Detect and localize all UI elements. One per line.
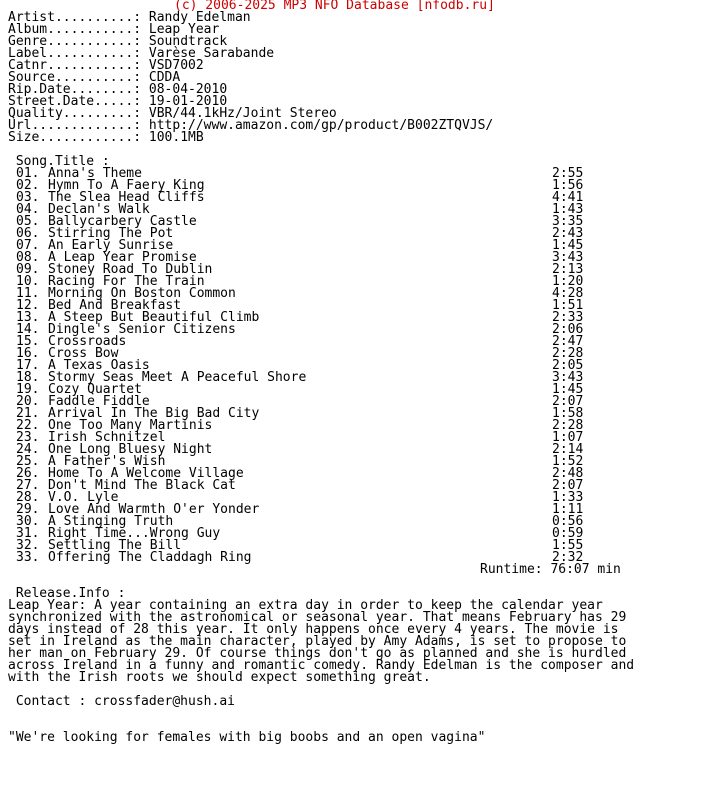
track-title: V.O. Lyle [48,490,119,505]
track-duration: 0:59 [552,526,584,541]
info-label: Url.............: [8,118,142,133]
track-title: Right Time...Wrong Guy [48,526,221,541]
track-duration: 2:33 [552,310,584,325]
track-title: A Leap Year Promise [48,250,197,265]
track-duration: 2:13 [552,262,584,277]
info-label: Catnr...........: [8,58,142,73]
site-banner[interactable]: (c) 2006-2025 MP3 NFO Database [nfodb.ru] [174,0,495,13]
info-label: Label...........: [8,46,142,61]
track-duration: 2:28 [552,418,584,433]
track-title: Faddle Fiddle [48,394,150,409]
song-title-header: Song.Title : [8,154,110,169]
release-text-line: Leap Year: A year containing an extra day in order to keep the calendar year [8,598,603,613]
track-number: 30. [16,514,40,529]
track-number: 26. [16,466,40,481]
track-number: 01. [16,166,40,181]
track-duration: 2:14 [552,442,584,457]
track-number: 02. [16,178,40,193]
track-number: 23. [16,430,40,445]
track-number: 12. [16,298,40,313]
track-number: 28. [16,490,40,505]
info-value: VBR/44.1kHz/Joint Stereo [148,106,337,121]
track-number: 29. [16,502,40,517]
track-title: Offering The Claddagh Ring [48,550,252,565]
info-value: Leap Year [148,22,220,37]
closing-quote: "We're looking for females with big boobs and an open vagina" [8,730,486,745]
info-label: Album...........: [8,22,142,37]
track-duration: 3:43 [552,250,584,265]
track-title: Irish Schnitzel [48,430,166,445]
track-title: A Steep But Beautiful Climb [48,310,260,325]
track-title: Ballycarbery Castle [48,214,197,229]
info-label: Size............: [8,130,142,145]
track-number: 03. [16,190,40,205]
track-duration: 1:56 [552,178,584,193]
track-duration: 1:45 [552,238,584,253]
track-title: Arrival In The Big Bad City [48,406,260,421]
track-duration: 2:55 [552,166,584,181]
release-info-header: Release.Info : [8,586,126,601]
track-number: 04. [16,202,40,217]
track-title: Dingle's Senior Citizens [48,322,236,337]
track-title: A Stinging Truth [48,514,174,529]
track-title: A Texas Oasis [48,358,150,373]
info-label: Street.Date.....: [8,94,142,109]
track-duration: 2:48 [552,466,584,481]
info-value: 08-04-2010 [148,82,228,97]
track-duration: 4:28 [552,286,584,301]
track-duration: 2:32 [552,550,584,565]
track-duration: 1:11 [552,502,584,517]
track-number: 19. [16,382,40,397]
track-duration: 1:51 [552,298,584,313]
track-duration: 1:33 [552,490,584,505]
info-value: CDDA [148,70,181,85]
track-duration: 1:20 [552,274,584,289]
track-duration: 1:58 [552,406,584,421]
info-value: Randy Edelman [148,10,251,25]
track-number: 25. [16,454,40,469]
track-title: Home To A Welcome Village [48,466,244,481]
track-number: 24. [16,442,40,457]
track-title: One Too Many Martinis [48,418,213,433]
track-number: 17. [16,358,40,373]
track-title: Declan's Walk [48,202,150,217]
track-number: 05. [16,214,40,229]
track-title: The Slea Head Cliffs [48,190,205,205]
info-label: Rip.Date........: [8,82,142,97]
release-text-line: synchronized with the astronomical or seasonal year. That means February has 29 [8,610,627,625]
track-number: 16. [16,346,40,361]
track-title: Bed And Breakfast [48,298,182,313]
info-value: VSD7002 [148,58,204,73]
track-duration: 0:56 [552,514,584,529]
track-title: Cozy Quartet [48,382,142,397]
contact-line: Contact : crossfader@hush.ai [8,694,235,709]
track-number: 18. [16,370,40,385]
track-title: Anna's Theme [48,166,142,181]
track-duration: 2:47 [552,334,584,349]
track-title: Settling The Bill [48,538,182,553]
track-duration: 2:43 [552,226,584,241]
track-duration: 4:41 [552,190,584,205]
track-number: 14. [16,322,40,337]
track-number: 07. [16,238,40,253]
track-duration: 1:43 [552,202,584,217]
release-text-line: with the Irish roots we should expect something great. [8,670,431,685]
track-title: Hymn To A Faery King [48,178,205,193]
info-label: Genre...........: [8,34,142,49]
track-duration: 3:35 [552,214,584,229]
track-number: 31. [16,526,40,541]
track-number: 20. [16,394,40,409]
track-number: 06. [16,226,40,241]
release-text-line: days instead of 28 this year. It only happens once every 4 years. The movie is [8,622,619,637]
track-duration: 2:06 [552,322,584,337]
info-label: Source..........: [8,70,142,85]
track-duration: 2:05 [552,358,584,373]
info-label: Quality.........: [8,106,142,121]
track-duration: 2:07 [552,478,584,493]
track-duration: 1:55 [552,538,584,553]
track-number: 13. [16,310,40,325]
release-text-line: across Ireland in a funny and romantic comedy. Randy Edelman is the composer and [8,658,635,673]
track-number: 33. [16,550,40,565]
track-number: 11. [16,286,40,301]
track-number: 22. [16,418,40,433]
info-label: Artist..........: [8,10,142,25]
info-value: http://www.amazon.com/gp/product/B002ZTQVJS/ [148,118,494,133]
track-number: 10. [16,274,40,289]
track-title: An Early Sunrise [48,238,174,253]
info-row [8,132,204,144]
release-text-line: her man on February 29. Of course things don't go as planned and she is hurdled [8,646,627,661]
track-duration: 2:28 [552,346,584,361]
track-title: Crossroads [48,334,127,349]
track-number: 08. [16,250,40,265]
track-title: Morning On Boston Common [48,286,236,301]
track-duration: 1:45 [552,382,584,397]
track-number: 27. [16,478,40,493]
release-text-line: set in Ireland as the main character, played by Amy Adams, is set to propose to [8,634,627,649]
info-value: Soundtrack [148,34,228,49]
track-number: 15. [16,334,40,349]
track-number: 21. [16,406,40,421]
track-duration: 3:43 [552,370,584,385]
track-title: Cross Bow [48,346,119,361]
track-title: Racing For The Train [48,274,205,289]
info-value: 100.1MB [148,130,204,145]
track-title: One Long Bluesy Night [48,442,213,457]
track-title: Stormy Seas Meet A Peaceful Shore [48,370,307,385]
track-title: Love And Warmth O'er Yonder [48,502,260,517]
track-title: A Father's Wish [48,454,166,469]
track-number: 32. [16,538,40,553]
track-duration: 1:52 [552,454,584,469]
track-title: Don't Mind The Black Cat [48,478,236,493]
track-title: Stirring The Pot [48,226,174,241]
track-number: 09. [16,262,40,277]
runtime-total: Runtime: 76:07 min [480,562,621,577]
info-value: 19-01-2010 [148,94,228,109]
track-title: Stoney Road To Dublin [48,262,213,277]
info-value: Varèse Sarabande [148,46,275,61]
track-duration: 2:07 [552,394,584,409]
track-duration: 1:07 [552,430,584,445]
